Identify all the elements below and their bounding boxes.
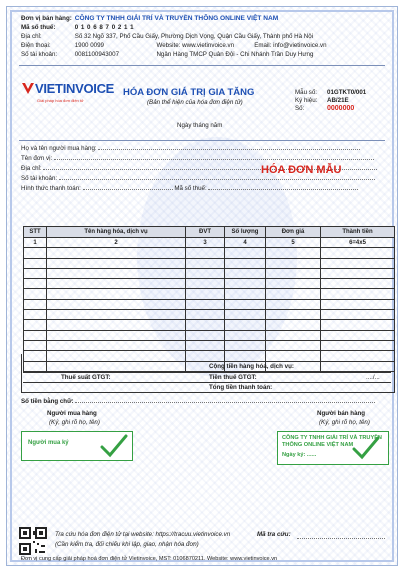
index-cell: 1: [24, 238, 47, 248]
lookup-line: Tra cứu hóa đơn điện tử tại website: https://tracuu.vietinvoice.vn: [55, 531, 231, 538]
table-cell[interactable]: [47, 320, 186, 330]
table-cell[interactable]: [47, 268, 186, 278]
seller-sign-hint: (Ký, ghi rõ họ, tên): [319, 419, 370, 426]
invoice-meta: [295, 89, 366, 113]
amount-in-words-field[interactable]: [75, 402, 375, 403]
table-cell[interactable]: [266, 258, 321, 268]
seller-bank: Ngân Hàng TMCP Quân Đội - Chi Nhánh Trần Duy Hưng: [156, 51, 314, 58]
seller-email: Email: info@vietinvoice.vn: [254, 42, 327, 49]
buyer-sign-hint: (Ký, ghi rõ họ, tên): [49, 419, 100, 426]
seller-address: Số 32 Ngõ 337, Phố Cầu Giấy, Phường Dịch Vọng, Quận Cầu Giấy, Thành phố Hà Nội: [74, 33, 314, 40]
payment-field[interactable]: [83, 189, 173, 190]
table-cell[interactable]: [225, 340, 266, 350]
table-cell[interactable]: [321, 248, 395, 258]
table-cell[interactable]: [186, 299, 225, 309]
form-label: Mẫu số:: [295, 89, 318, 96]
provider-line: Đơn vị cung cấp giải pháp hoá đơn điện tử Vietinvoice, MST: 0106870211. Website: www.vietinvoice.vn: [21, 556, 278, 562]
buyer-unit-label: Tên đơn vị:: [21, 155, 53, 162]
table-cell[interactable]: [321, 268, 395, 278]
seller-box-date: Ngày ký: ......: [282, 452, 317, 458]
table-cell[interactable]: [186, 289, 225, 299]
table-cell[interactable]: [266, 268, 321, 278]
table-row: [24, 258, 395, 268]
table-cell[interactable]: [24, 258, 47, 268]
invoice-title: HÓA ĐƠN GIÁ TRỊ GIA TĂNG: [123, 87, 255, 98]
table-cell[interactable]: [47, 299, 186, 309]
qr-code-icon: [19, 527, 47, 555]
table-cell[interactable]: [47, 310, 186, 320]
vat-amount-tail: ..../...: [366, 374, 380, 381]
table-cell[interactable]: [24, 320, 47, 330]
table-cell[interactable]: [225, 268, 266, 278]
buyer-account-label: Số tài khoản:: [21, 175, 58, 182]
buyer-address-label: Địa chỉ:: [21, 165, 42, 172]
table-cell[interactable]: [47, 340, 186, 350]
col-header-name: Tên hàng hóa, dịch vụ: [47, 227, 186, 238]
invoice-subtitle: (Bản thể hiện của hóa đơn điện tử): [147, 99, 243, 106]
number-value: 0000000: [327, 105, 355, 112]
table-cell[interactable]: [186, 320, 225, 330]
vietinvoice-logo: [21, 80, 114, 103]
table-cell[interactable]: [24, 299, 47, 309]
index-cell: 4: [225, 238, 266, 248]
sample-invoice-stamp: HÓA ĐƠN MẪU: [261, 164, 342, 176]
seller-address-label: Địa chỉ:: [21, 33, 42, 40]
symbol-value: AB/21E: [327, 97, 349, 104]
seller-phone: 1900 0099: [74, 42, 104, 49]
table-row: [24, 289, 395, 299]
table-cell[interactable]: [24, 268, 47, 278]
seller-account-label: Số tài khoản:: [21, 51, 58, 58]
items-table: [23, 226, 395, 372]
buyer-unit-field[interactable]: [54, 159, 374, 160]
table-cell[interactable]: [186, 340, 225, 350]
table-cell[interactable]: [225, 258, 266, 268]
table-cell[interactable]: [225, 248, 266, 258]
seller-name: CÔNG TY TNHH GIẢI TRÍ VÀ TRUYỀN THÔNG ONLINE VIỆT NAM: [74, 15, 279, 22]
buyer-box-text: Người mua ký: [28, 440, 69, 446]
table-cell[interactable]: [266, 279, 321, 289]
seller-box-company: CÔNG TY TNHH GIẢI TRÍ VÀ TRUYỀN THÔNG ONLINE VIỆT NAM: [282, 435, 382, 448]
table-cell[interactable]: [47, 330, 186, 340]
amount-in-words: [21, 398, 389, 406]
table-row: [24, 330, 395, 340]
buyer-account-field[interactable]: [59, 179, 375, 180]
table-cell[interactable]: [225, 299, 266, 309]
table-cell[interactable]: [266, 299, 321, 309]
buyer-sign-title: Người mua hàng: [47, 410, 97, 417]
buyer-name-field[interactable]: [98, 149, 360, 150]
table-cell[interactable]: [186, 310, 225, 320]
seller-tax: 0 1 0 6 8 7 0 2 1 1: [74, 24, 135, 31]
col-header-price: Đơn giá: [266, 227, 321, 238]
table-cell[interactable]: [225, 289, 266, 299]
check-icon: [352, 436, 380, 460]
table-cell[interactable]: [321, 310, 395, 320]
check-line: (Cần kiểm tra, đối chiếu khi lập, giao, nhận hóa đơn): [55, 541, 199, 548]
table-cell[interactable]: [186, 258, 225, 268]
table-row: [24, 320, 395, 330]
seller-name-label: Đơn vị bán hàng:: [21, 15, 72, 22]
totals-divider: [23, 372, 391, 373]
table-cell[interactable]: [186, 248, 225, 258]
invoice-date: Ngày tháng năm: [177, 122, 223, 129]
totals-divider: [23, 382, 391, 383]
index-cell: 5: [266, 238, 321, 248]
seller-signature-box[interactable]: [277, 431, 389, 465]
table-cell[interactable]: [321, 258, 395, 268]
seller-account: 0081100943007: [74, 51, 120, 58]
amount-in-words-label: Số tiền bằng chữ:: [21, 398, 74, 405]
table-cell[interactable]: [24, 340, 47, 350]
table-cell[interactable]: [321, 330, 395, 340]
qr-code[interactable]: [19, 527, 47, 555]
symbol-label: Ký hiệu:: [295, 97, 318, 104]
table-cell[interactable]: [225, 320, 266, 330]
table-row: [24, 310, 395, 320]
table-cell[interactable]: [24, 248, 47, 258]
payment-label: Hình thức thanh toán:: [21, 185, 81, 192]
table-index-row: [24, 238, 395, 248]
col-header-stt: STT: [24, 227, 47, 238]
buyer-signature-box[interactable]: [21, 431, 133, 461]
logo-tagline: Giải pháp hóa đơn điện tử: [37, 98, 84, 103]
table-cell[interactable]: [266, 330, 321, 340]
table-cell[interactable]: [225, 279, 266, 289]
lookup-code-field[interactable]: [297, 538, 385, 539]
table-cell[interactable]: [47, 289, 186, 299]
table-cell[interactable]: [321, 299, 395, 309]
seller-tax-label: Mã số thuế:: [21, 24, 56, 31]
logo-v-icon: [21, 81, 35, 95]
table-cell[interactable]: [24, 279, 47, 289]
table-cell[interactable]: [321, 279, 395, 289]
vat-rate-label: Thuế suất GTGT:: [61, 374, 111, 381]
table-cell[interactable]: [186, 330, 225, 340]
form-value: 01GTKT0/001: [327, 89, 367, 96]
table-cell[interactable]: [321, 289, 395, 299]
buyer-tax-label: Mã số thuế:: [174, 185, 207, 192]
divider: [19, 140, 385, 141]
table-row: [24, 279, 395, 289]
table-cell[interactable]: [266, 289, 321, 299]
table-row: [24, 248, 395, 258]
table-cell[interactable]: [24, 289, 47, 299]
index-cell: 3: [186, 238, 225, 248]
logo-text: VIETINVOICE: [35, 81, 115, 96]
table-cell[interactable]: [225, 330, 266, 340]
table-row: [24, 268, 395, 278]
buyer-name-label: Họ và tên người mua hàng:: [21, 145, 97, 152]
seller-phone-label: Điện thoại:: [21, 42, 51, 49]
table-cell[interactable]: [186, 279, 225, 289]
col-header-unit: ĐVT: [186, 227, 225, 238]
table-cell[interactable]: [47, 258, 186, 268]
table-cell[interactable]: [47, 248, 186, 258]
col-header-quantity: Số lượng: [225, 227, 266, 238]
table-cell[interactable]: [24, 330, 47, 340]
table-row: [24, 340, 395, 350]
table-cell[interactable]: [47, 279, 186, 289]
table-header-row: [24, 227, 395, 238]
table-cell[interactable]: [321, 340, 395, 350]
lookup-code-label: Mã tra cứu:: [257, 531, 291, 538]
divider: [19, 65, 385, 66]
table-cell[interactable]: [321, 320, 395, 330]
table-body: [24, 248, 395, 372]
number-label: Số:: [295, 105, 305, 112]
table-cell[interactable]: [24, 310, 47, 320]
seller-website: Website: www.vietinvoice.vn: [156, 42, 235, 49]
table-cell[interactable]: [266, 320, 321, 330]
table-cell[interactable]: [266, 248, 321, 258]
seller-sign-title: Người bán hàng: [317, 410, 366, 417]
col-header-amount: Thành tiền: [321, 227, 395, 238]
vat-amount-label: Tiền thuế GTGT:: [209, 374, 257, 381]
table-cell[interactable]: [266, 340, 321, 350]
table-cell[interactable]: [186, 268, 225, 278]
goods-total-label: Cộng tiền hàng hóa, dịch vụ:: [209, 363, 294, 370]
index-cell: 6=4x5: [321, 238, 395, 248]
index-cell: 2: [47, 238, 186, 248]
buyer-tax-field[interactable]: [208, 189, 358, 190]
table-row: [24, 299, 395, 309]
table-cell[interactable]: [225, 310, 266, 320]
table-cell[interactable]: [266, 310, 321, 320]
grand-total-label: Tổng tiền thanh toán:: [209, 384, 273, 391]
check-icon: [100, 434, 128, 458]
invoice-page: [6, 6, 398, 566]
